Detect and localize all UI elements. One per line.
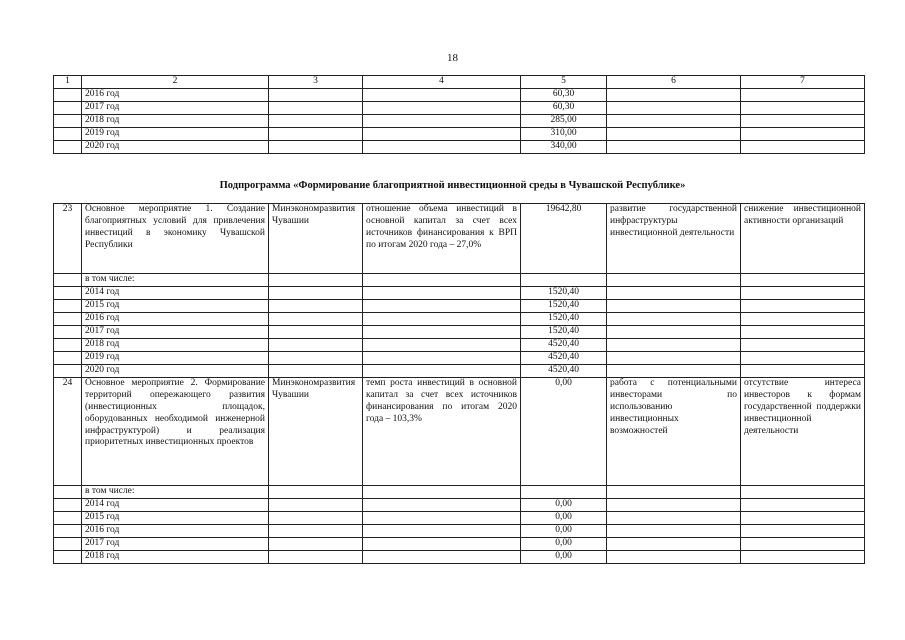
year-label: 2016 год — [82, 89, 269, 102]
year-label: 2020 год — [82, 365, 269, 378]
expected-result: работа с потенциальными инвесторами по использованию инвестиционных возможностей — [607, 378, 741, 486]
empty-cell — [607, 115, 741, 128]
empty-cell — [54, 89, 82, 102]
year-row — [54, 287, 865, 300]
empty-cell — [269, 525, 363, 538]
empty-cell — [741, 352, 865, 365]
year-amount: 4520,40 — [521, 365, 607, 378]
empty-cell — [363, 365, 521, 378]
subprogram-title: Подпрограмма «Формирование благоприятной инвестиционной среды в Чувашской Республике» — [219, 180, 686, 191]
empty-cell — [607, 352, 741, 365]
year-row — [54, 128, 865, 141]
year-amount: 4520,40 — [521, 352, 607, 365]
empty-cell — [363, 499, 521, 512]
empty-cell — [607, 538, 741, 551]
year-amount: 0,00 — [521, 499, 607, 512]
empty-cell — [607, 300, 741, 313]
empty-cell — [363, 339, 521, 352]
empty-cell — [607, 339, 741, 352]
year-label: 2017 год — [82, 538, 269, 551]
indicator: темп роста инвестиций в основной капитал за счет всех источников финансирования по итогам 2020 года – 103,3% — [363, 378, 521, 486]
year-label: 2015 год — [82, 512, 269, 525]
executor: Минэкономразвития Чувашии — [269, 204, 363, 274]
empty-cell — [741, 287, 865, 300]
year-label: 2018 год — [82, 115, 269, 128]
year-amount: 0,00 — [521, 525, 607, 538]
table-continuation — [53, 75, 865, 154]
empty-cell — [741, 300, 865, 313]
empty-cell — [741, 365, 865, 378]
empty-cell — [269, 313, 363, 326]
year-label: 2018 год — [82, 339, 269, 352]
year-row — [54, 89, 865, 102]
including-label: в том числе: — [82, 274, 269, 287]
empty-cell — [607, 326, 741, 339]
empty-cell — [741, 512, 865, 525]
year-amount: 0,00 — [521, 512, 607, 525]
empty-cell — [54, 525, 82, 538]
year-label: 2016 год — [82, 313, 269, 326]
empty-cell — [269, 115, 363, 128]
empty-cell — [54, 300, 82, 313]
year-amount: 1520,40 — [521, 326, 607, 339]
empty-cell — [54, 499, 82, 512]
empty-cell — [269, 128, 363, 141]
empty-cell — [741, 313, 865, 326]
year-row — [54, 352, 865, 365]
empty-cell — [54, 313, 82, 326]
year-amount: 310,00 — [521, 128, 607, 141]
empty-cell — [607, 525, 741, 538]
year-row — [54, 365, 865, 378]
empty-cell — [741, 551, 865, 564]
empty-cell — [269, 102, 363, 115]
year-label: 2019 год — [82, 352, 269, 365]
year-row — [54, 499, 865, 512]
row-number: 23 — [54, 204, 82, 274]
event-name: Основное мероприятие 2. Формирование территорий опережающего развития (инвестиционных площадок, оборудованных необходимой инженерной инфраструктурой) и реализация приоритетных инвестиционных проектов — [82, 378, 269, 486]
year-amount: 0,00 — [521, 551, 607, 564]
year-label: 2014 год — [82, 499, 269, 512]
empty-cell — [741, 538, 865, 551]
empty-cell — [607, 141, 741, 154]
empty-cell — [363, 551, 521, 564]
empty-cell — [607, 313, 741, 326]
empty-cell — [607, 512, 741, 525]
year-label: 2019 год — [82, 128, 269, 141]
year-row — [54, 326, 865, 339]
empty-cell — [607, 89, 741, 102]
empty-cell — [363, 512, 521, 525]
year-label: 2016 год — [82, 525, 269, 538]
including-label: в том числе: — [82, 486, 269, 499]
empty-cell — [363, 538, 521, 551]
year-row — [54, 102, 865, 115]
year-label: 2020 год — [82, 141, 269, 154]
empty-cell — [607, 499, 741, 512]
empty-cell — [741, 115, 865, 128]
empty-cell — [363, 128, 521, 141]
col-header: 3 — [269, 76, 363, 89]
event-name: Основное мероприятие 1. Создание благоприятных условий для привлечения инвестиций в экономику Чувашской Республики — [82, 204, 269, 274]
empty-cell — [269, 352, 363, 365]
empty-cell — [54, 339, 82, 352]
empty-cell — [269, 326, 363, 339]
page-number: 18 — [447, 52, 458, 64]
empty-cell — [54, 538, 82, 551]
table-subprogram — [53, 203, 865, 564]
empty-cell — [54, 141, 82, 154]
empty-cell — [363, 313, 521, 326]
empty-cell — [607, 102, 741, 115]
empty-cell — [269, 300, 363, 313]
year-label: 2017 год — [82, 326, 269, 339]
empty-cell — [54, 115, 82, 128]
empty-cell — [741, 102, 865, 115]
year-label: 2018 год — [82, 551, 269, 564]
year-row — [54, 339, 865, 352]
empty-cell — [363, 115, 521, 128]
row-number: 24 — [54, 378, 82, 486]
year-row — [54, 538, 865, 551]
empty-cell — [54, 512, 82, 525]
year-amount: 60,30 — [521, 102, 607, 115]
empty-cell — [54, 128, 82, 141]
empty-cell — [54, 365, 82, 378]
empty-cell — [363, 352, 521, 365]
col-header: 6 — [607, 76, 741, 89]
year-amount: 1520,40 — [521, 300, 607, 313]
empty-cell — [741, 141, 865, 154]
empty-cell — [363, 300, 521, 313]
col-header: 1 — [54, 76, 82, 89]
col-header: 7 — [741, 76, 865, 89]
empty-cell — [54, 352, 82, 365]
empty-cell — [363, 326, 521, 339]
year-amount: 1520,40 — [521, 287, 607, 300]
empty-cell — [741, 326, 865, 339]
risk: снижение инвестиционной активности организаций — [741, 204, 865, 274]
empty-cell — [741, 128, 865, 141]
measure-row-24 — [54, 378, 865, 486]
year-row — [54, 313, 865, 326]
empty-cell — [363, 89, 521, 102]
year-amount: 60,30 — [521, 89, 607, 102]
empty-cell — [54, 102, 82, 115]
year-amount: 340,00 — [521, 141, 607, 154]
year-row — [54, 300, 865, 313]
including-row — [54, 486, 865, 499]
empty-cell — [607, 365, 741, 378]
year-label: 2015 год — [82, 300, 269, 313]
empty-cell — [741, 525, 865, 538]
year-row — [54, 141, 865, 154]
empty-cell — [607, 287, 741, 300]
empty-cell — [54, 287, 82, 300]
amount: 19642,80 — [521, 204, 607, 274]
empty-cell — [269, 339, 363, 352]
empty-cell — [363, 525, 521, 538]
expected-result: развитие государственной инфраструктуры инвестиционной деятельности — [607, 204, 741, 274]
empty-cell — [269, 365, 363, 378]
empty-cell — [363, 141, 521, 154]
year-amount: 285,00 — [521, 115, 607, 128]
empty-cell — [269, 89, 363, 102]
year-amount: 0,00 — [521, 538, 607, 551]
year-label: 2017 год — [82, 102, 269, 115]
empty-cell — [269, 512, 363, 525]
empty-cell — [741, 499, 865, 512]
empty-cell — [363, 287, 521, 300]
empty-cell — [607, 551, 741, 564]
col-header: 4 — [363, 76, 521, 89]
empty-cell — [269, 499, 363, 512]
risk: отсутствие интереса инвесторов к формам государственной поддержки инвестиционной деятельности — [741, 378, 865, 486]
empty-cell — [54, 326, 82, 339]
year-label: 2014 год — [82, 287, 269, 300]
year-amount: 4520,40 — [521, 339, 607, 352]
empty-cell — [363, 102, 521, 115]
empty-cell — [269, 141, 363, 154]
indicator: отношение объема инвестиций в основной капитал за счет всех источников финансирования к ВРП по итогам 2020 года – 27,0% — [363, 204, 521, 274]
empty-cell — [269, 287, 363, 300]
year-amount: 1520,40 — [521, 313, 607, 326]
year-row — [54, 525, 865, 538]
year-row — [54, 115, 865, 128]
executor: Минэкономразвития Чувашии — [269, 378, 363, 486]
empty-cell — [269, 551, 363, 564]
col-header: 2 — [82, 76, 269, 89]
empty-cell — [269, 538, 363, 551]
year-row — [54, 512, 865, 525]
measure-row-23 — [54, 204, 865, 274]
empty-cell — [741, 339, 865, 352]
year-row — [54, 551, 865, 564]
empty-cell — [741, 89, 865, 102]
amount: 0,00 — [521, 378, 607, 486]
empty-cell — [54, 551, 82, 564]
including-row — [54, 274, 865, 287]
empty-cell — [607, 128, 741, 141]
col-header: 5 — [521, 76, 607, 89]
header-row — [54, 76, 865, 89]
